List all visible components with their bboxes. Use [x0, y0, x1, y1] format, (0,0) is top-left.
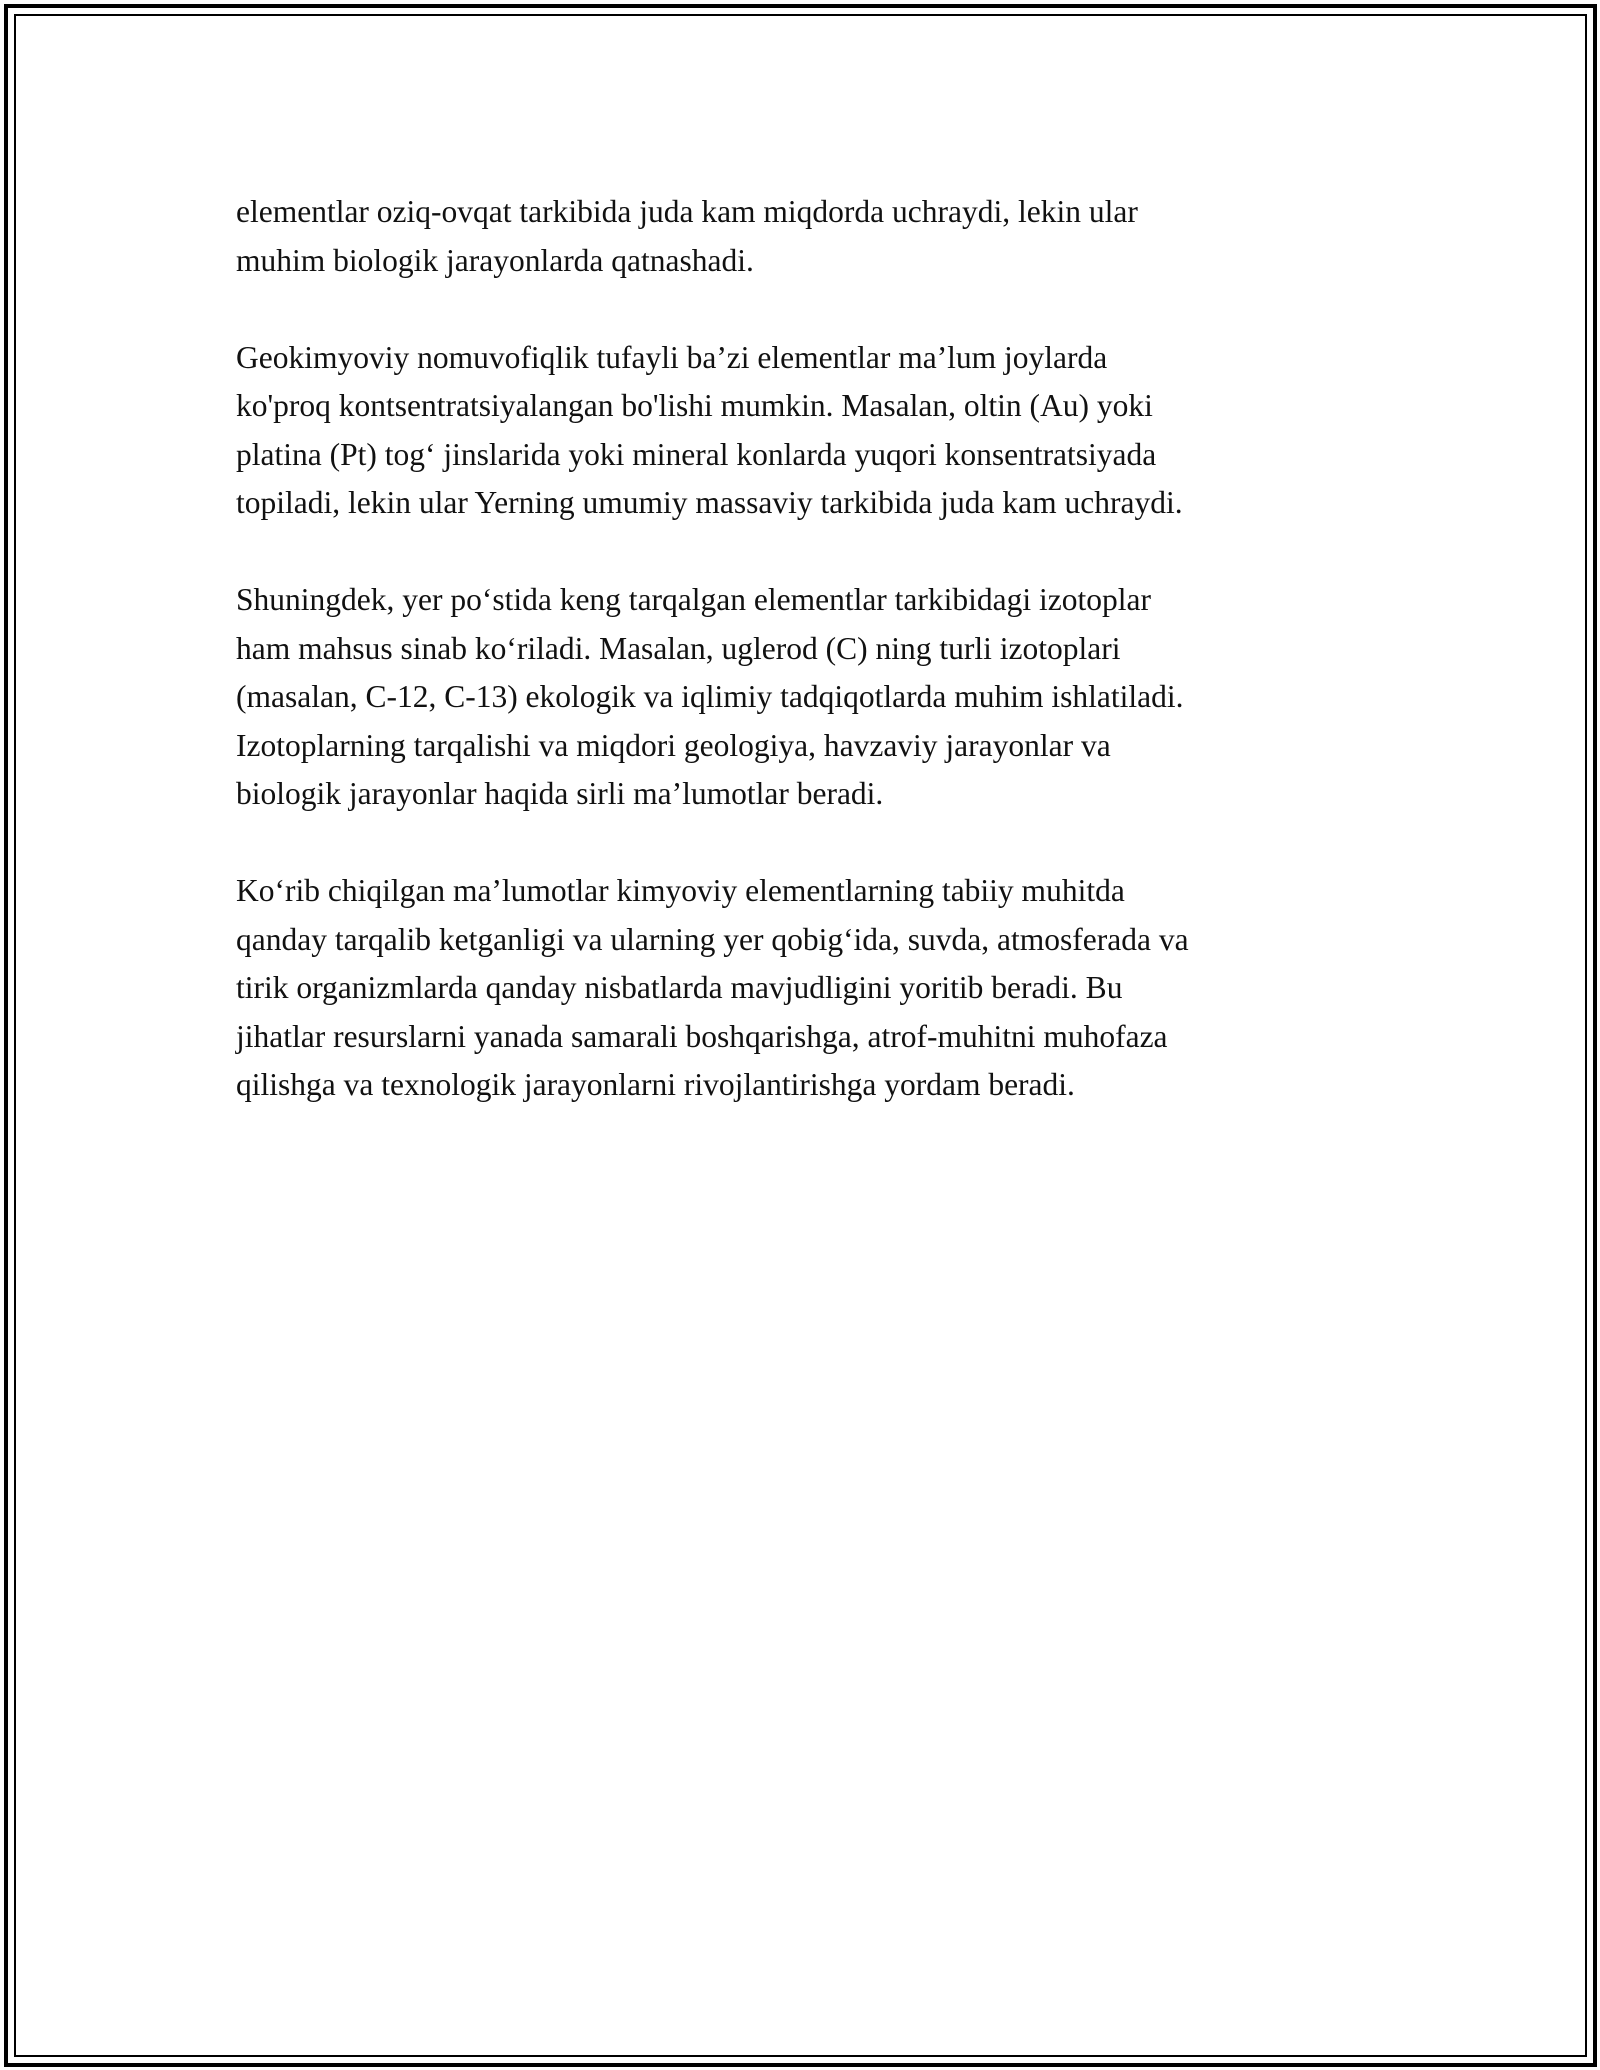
text-line: Ko‘rib chiqilgan ma’lumotlar kimyoviy elementlarning tabiiy muhitda	[236, 873, 1125, 908]
document-body	[236, 188, 1356, 1158]
text-line: muhim biologik jarayonlarda qatnashadi.	[236, 242, 754, 278]
paragraph-4	[236, 867, 1356, 1110]
paragraph-1	[236, 188, 1356, 285]
text-line: ham mahsus sinab ko‘riladi. Masalan, uglerod (C) ning turli izotoplari	[236, 630, 1121, 666]
text-line: jihatlar resurslarni yanada samarali boshqarishga, atrof-muhitni muhofaza	[236, 1018, 1168, 1054]
text-line: elementlar oziq-ovqat tarkibida juda kam miqdorda uchraydi, lekin ular	[236, 194, 1138, 229]
text-line: Shuningdek, yer po‘stida keng tarqalgan elementlar tarkibidagi izotoplar	[236, 582, 1151, 617]
text-line: qilishga va texnologik jarayonlarni rivojlantirishga yordam beradi.	[236, 1067, 1075, 1102]
text-line: platina (Pt) tog‘ jinslarida yoki mineral konlarda yuqori konsentratsiyada	[236, 436, 1157, 472]
text-line: qanday tarqalib ketganligi va ularning yer qobig‘ida, suvda, atmosferada va	[236, 921, 1189, 957]
paragraph-2	[236, 334, 1356, 528]
paragraph-3	[236, 576, 1356, 819]
text-line: tirik organizmlarda qanday nisbatlarda mavjudligini yoritib beradi. Bu	[236, 970, 1123, 1005]
text-line: Izotoplarning tarqalishi va miqdori geologiya, havzaviy jarayonlar va	[236, 727, 1111, 763]
text-line: topiladi, lekin ular Yerning umumiy massaviy tarkibida juda kam uchraydi.	[236, 485, 1183, 520]
text-line: biologik jarayonlar haqida sirli ma’lumotlar beradi.	[236, 776, 884, 811]
text-line: ko'proq kontsentratsiyalangan bo'lishi mumkin. Masalan, oltin (Au) yoki	[236, 388, 1153, 423]
text-line: Geokimyoviy nomuvofiqlik tufayli ba’zi elementlar ma’lum joylarda	[236, 339, 1108, 375]
text-line: (masalan, C-12, C-13) ekologik va iqlimiy tadqiqotlarda muhim ishlatiladi.	[236, 679, 1184, 714]
